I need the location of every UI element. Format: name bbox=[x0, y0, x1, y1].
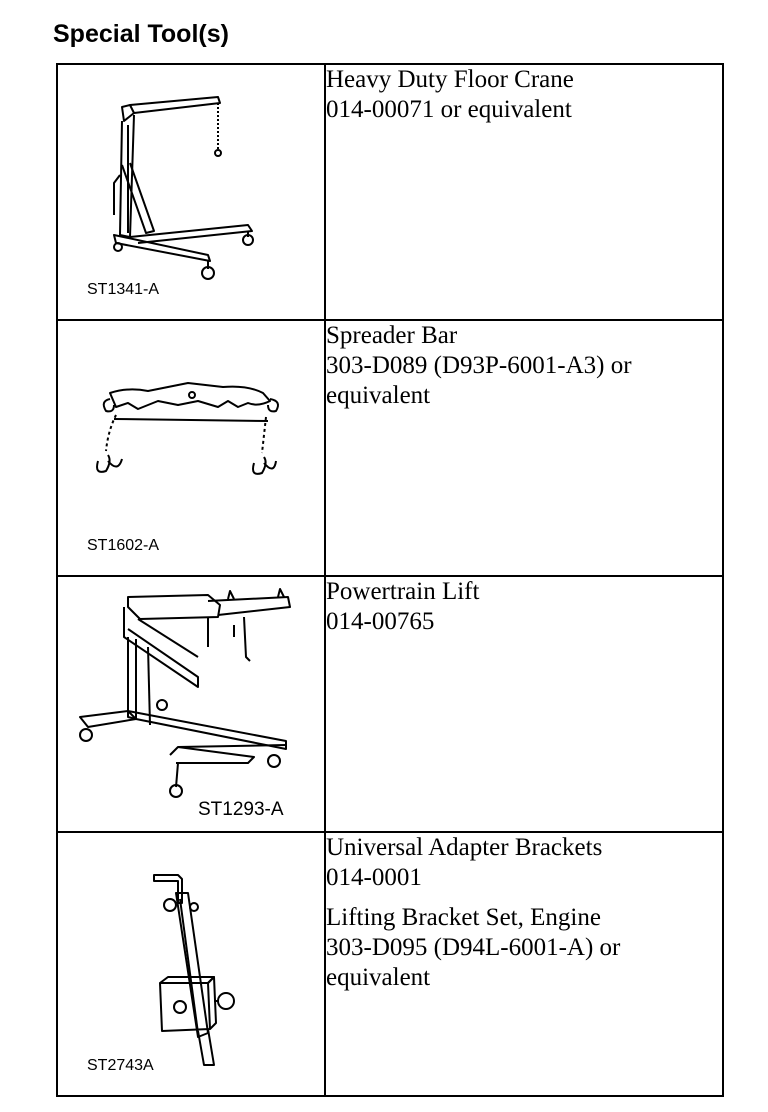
tool-part-number: 014-0001 bbox=[326, 864, 422, 891]
tool-description-cell bbox=[325, 320, 723, 576]
tool-name: Heavy Duty Floor Crane bbox=[326, 66, 574, 93]
tool-description-cell bbox=[325, 64, 723, 320]
tool-name: Universal Adapter Brackets bbox=[326, 834, 603, 861]
tool-illustration-cell bbox=[57, 320, 325, 576]
tool-part-number: 014-00071 or equivalent bbox=[326, 96, 572, 123]
tool-description-cell bbox=[325, 576, 723, 832]
adapter-bracket-illustration bbox=[58, 833, 324, 1095]
tool-part-number: 303-D089 (D93P-6001-A3) or bbox=[326, 352, 632, 379]
special-tools-table bbox=[56, 63, 724, 1097]
tool-part-number-secondary-cont: equivalent bbox=[326, 964, 431, 991]
tool-code: ST1602-A bbox=[87, 537, 160, 554]
tool-part-number: 014-00765 bbox=[326, 608, 435, 635]
tool-description-cell bbox=[325, 832, 723, 1096]
tool-row-floor-crane bbox=[57, 64, 723, 320]
tool-code: ST1341-A bbox=[87, 281, 160, 298]
tool-code: ST1293-A bbox=[198, 799, 284, 820]
tool-row-spreader-bar bbox=[57, 320, 723, 576]
tool-name: Spreader Bar bbox=[326, 322, 458, 349]
tool-name-secondary: Lifting Bracket Set, Engine bbox=[326, 904, 601, 931]
tool-part-number-secondary: 303-D095 (D94L-6001-A) or bbox=[326, 934, 621, 961]
tool-row-adapter-brackets bbox=[57, 832, 723, 1096]
tool-code: ST2743A bbox=[87, 1057, 154, 1074]
tool-name: Powertrain Lift bbox=[326, 578, 480, 605]
page-title: Special Tool(s) bbox=[53, 20, 229, 48]
tool-illustration-cell bbox=[57, 576, 325, 832]
tool-illustration-cell bbox=[57, 832, 325, 1096]
tool-row-powertrain-lift bbox=[57, 576, 723, 832]
powertrain-lift-illustration bbox=[58, 577, 324, 831]
tool-illustration-cell bbox=[57, 64, 325, 320]
tool-part-number-cont: equivalent bbox=[326, 382, 431, 409]
